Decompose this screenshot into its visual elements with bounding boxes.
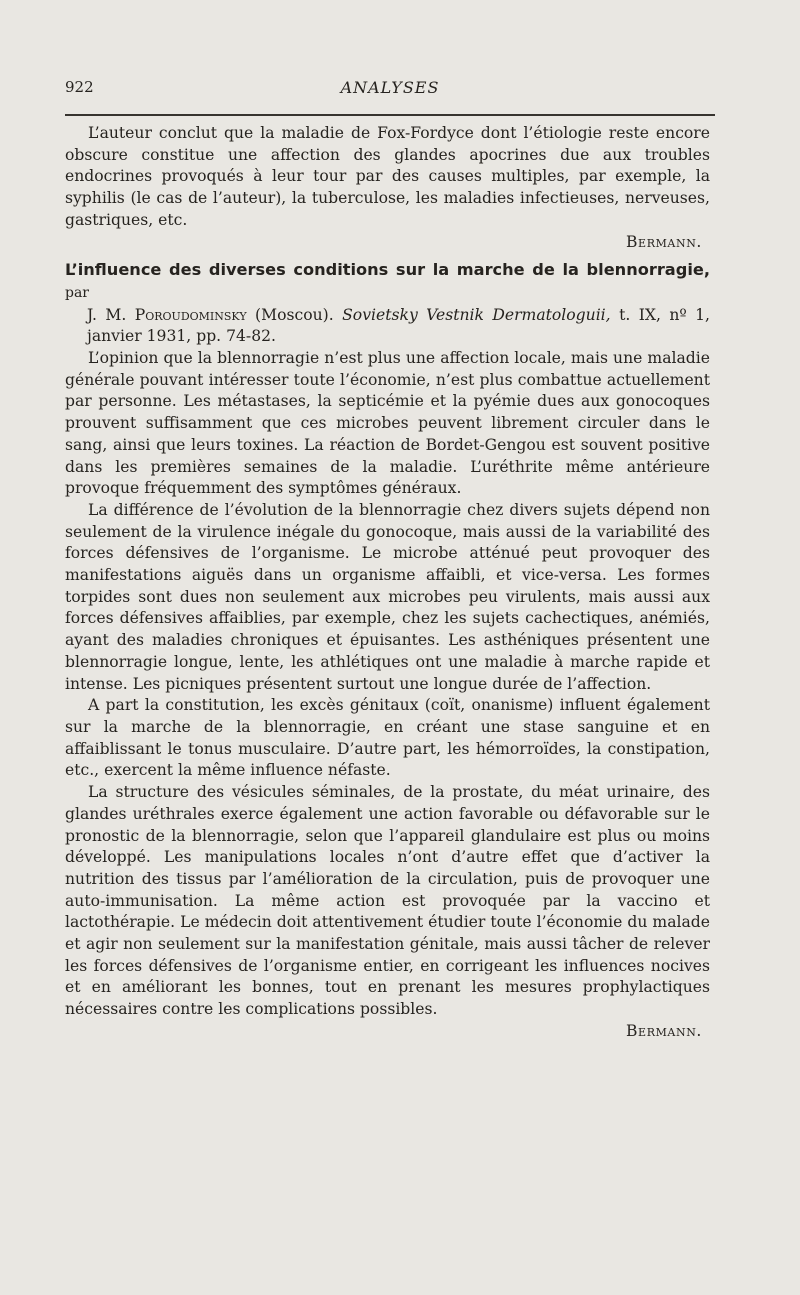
article-paragraph-1: L’opinion que la blennorragie n’est plus une affection locale, mais une maladie générale pouvant intéresser toute l’économie, n’est plus combattue actuellement par personne. Les métastases, la septicémie et la pyémie dues aux gonocoques prouvent suffisamment que ces microbes peuvent librement circuler dans le sang, ainsi que leurs toxines. La réaction de Bordet-Gengou est souvent positive dans les premières semaines de la maladie. L’uréthrite même antérieure provoque fréquemment des symptômes généraux. <box>65 349 710 498</box>
header-rule <box>65 114 715 116</box>
article-journal: Sovietsky Vestnik Dermatologuii, <box>342 305 611 324</box>
article-paragraph-3: A part la constitution, les excès génitaux (coït, onanisme) influent également sur la marche de la blennorragie, en créant une stase sanguine et en affaiblissant le tonus musculaire. D’autre part, les hémorroïdes, la constipation, etc., exercent la même influence néfaste. <box>65 696 710 780</box>
text-body <box>65 123 710 1043</box>
page-header <box>65 78 715 104</box>
previous-article-paragraph: L’auteur conclut que la maladie de Fox-Fordyce dont l’étiologie reste encore obscure constitue une affection des glandes apocrines due aux troubles endocrines provoqués à leur tour par des causes multiples, par exemple, la syphilis (le cas de l’auteur), la tuberculose, les maladies infectieuses, nerveuses, gastriques, etc. <box>65 124 710 229</box>
article-reference: t. IX, nº 1, janvier 1931, pp. 74-82. <box>87 305 710 346</box>
running-title: ANALYSES <box>340 78 440 97</box>
article-title: L’influence des diverses conditions sur la marche de la blennorragie, <box>65 260 710 280</box>
article-signature: Bermann. <box>626 1021 702 1040</box>
page-number: 922 <box>65 78 94 96</box>
article-affiliation: (Moscou). <box>255 305 334 324</box>
article-author: J. M. Poroudominsky <box>87 305 247 324</box>
article-paragraph-4: La structure des vésicules séminales, de la prostate, du méat urinaire, des glandes uréthrales exerce également une action favorable ou défavorable sur le pronostic de la blennorragie, selon que l’appareil glandulaire est plus ou moins développé. Les manipulations locales n’ont d’autre effet que d’activer la nutrition des tissus par l’amélioration de la circulation, puis de provoquer une auto-immunisation. La même action est provoquée par la vaccino et lactothérapie. Le médecin doit attentivement étudier toute l’économie du malade et agir non seulement sur la manifestation génitale, mais aussi tâcher de relever les forces défensives de l’organisme entier, en corrigeant les influences nocives et en améliorant les bonnes, tout en prenant les mesures prophylactiques nécessaires contre les complications possibles. <box>65 783 710 1019</box>
article-paragraph-2: La différence de l’évolution de la blennorragie chez divers sujets dépend non seulement de la virulence inégale du gonocoque, mais aussi de la variabilité des forces défensives de l’organisme. Le microbe atténué peut provoquer des manifestations aiguës dans un organisme affaibli, et vice-versa. Les formes torpides sont dues non seulement aux microbes peu virulents, mais aussi aux forces défensives affaiblies, par exemple, chez les sujets cachectiques, anémiés, ayant des maladies chroniques et épuisantes. Les asthéniques présentent une blennorragie longue, lente, les athlétiques ont une maladie à marche rapide et intense. Les picniques présentent surtout une longue durée de l’affection. <box>65 500 710 693</box>
article-heading <box>65 259 710 304</box>
article-citation <box>65 305 710 348</box>
article-by: par <box>65 284 90 301</box>
previous-article-signature: Bermann. <box>626 232 702 251</box>
